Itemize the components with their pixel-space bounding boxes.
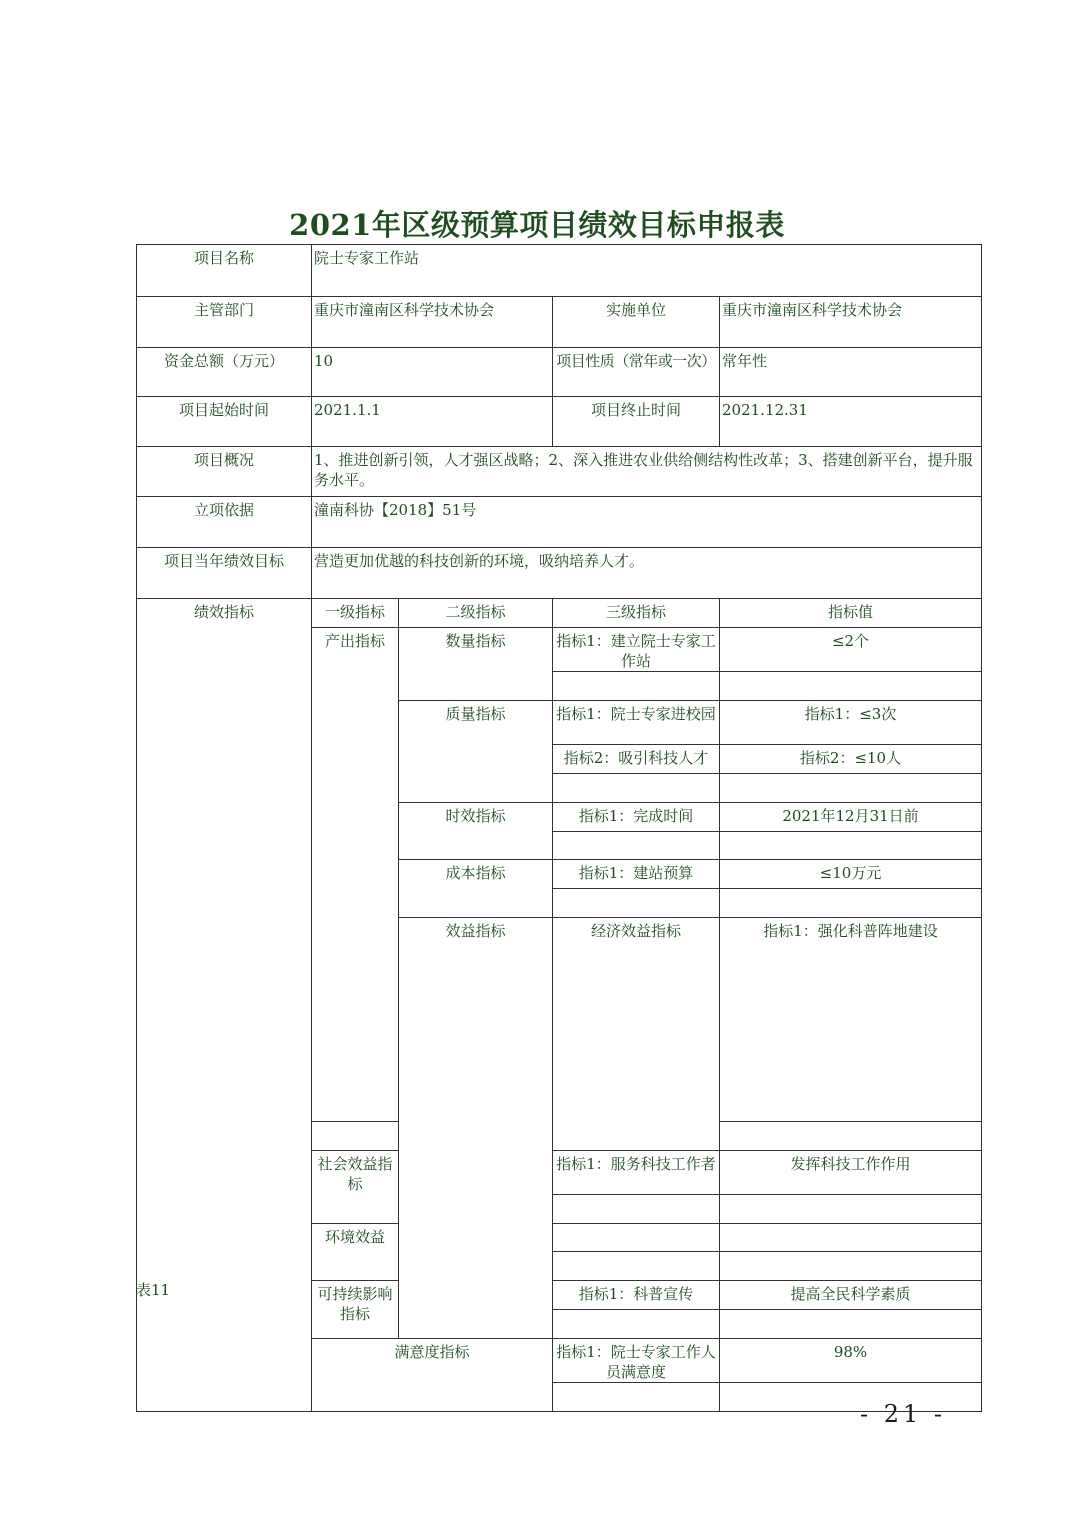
time-indicator-label: 时效指标: [399, 803, 553, 860]
basis-value: 潼南科协【2018】51号: [312, 497, 982, 548]
quality-indicator-label: 质量指标: [399, 701, 553, 803]
nature-value: 常年性: [720, 348, 982, 397]
header-level1: 一级指标: [312, 599, 399, 628]
empty-cell: [553, 1310, 720, 1339]
fund-value: 10: [312, 348, 553, 397]
cost-1-value: ≤10万元: [720, 860, 982, 889]
quality-1-name: 指标1：院士专家进校园: [553, 701, 720, 745]
empty-cell: [720, 1252, 982, 1281]
social-1-name: 指标1：服务科技工作者: [553, 1151, 720, 1195]
output-indicator-label: 产出指标: [312, 628, 399, 1122]
page-title: 2021年区级预算项目绩效目标申报表: [289, 208, 785, 242]
social-1-value: 发挥科技工作作用: [720, 1151, 982, 1195]
overview-label: 项目概况: [137, 447, 312, 497]
goal-label: 项目当年绩效目标: [137, 548, 312, 599]
sustain-1-name: 指标1：科普宣传: [553, 1281, 720, 1310]
quantity-indicator-label: 数量指标: [399, 628, 553, 701]
empty-cell: [720, 889, 982, 918]
row-department: [137, 297, 982, 348]
empty-cell: [553, 672, 720, 701]
cost-1-name: 指标1：建站预算: [553, 860, 720, 889]
row-basis: [137, 497, 982, 548]
empty-cell: [720, 1310, 982, 1339]
empty-cell: [553, 1252, 720, 1281]
satisfaction-1-name: 指标1：院士专家工作人员满意度: [553, 1339, 720, 1383]
empty-cell: [312, 1122, 399, 1151]
quantity-1-name: 指标1：建立院士专家工作站: [553, 628, 720, 672]
sustain-1-value: 提高全民科学素质: [720, 1281, 982, 1310]
overview-value: 1、推进创新引领，人才强区战略；2、深入推进农业供给侧结构性改革；3、搭建创新平台，提升服务水平。: [312, 447, 982, 497]
empty-cell: [720, 832, 982, 860]
table-note: 表11: [136, 1281, 171, 1299]
cost-indicator-label: 成本指标: [399, 860, 553, 918]
satisfaction-1-value: 98%: [720, 1339, 982, 1383]
end-value: 2021.12.31: [720, 397, 982, 447]
header-level2: 二级指标: [399, 599, 553, 628]
start-value: 2021.1.1: [312, 397, 553, 447]
project-name-value: 院士专家工作站: [312, 245, 982, 297]
row-indicator-header: [137, 599, 982, 628]
row-project-name: [137, 245, 982, 297]
quality-2-value: 指标2：≤10人: [720, 745, 982, 774]
empty-cell: [720, 774, 982, 803]
empty-cell: [553, 774, 720, 803]
quantity-1-value: ≤2个: [720, 628, 982, 672]
dept-label: 主管部门: [137, 297, 312, 348]
row-dates: [137, 397, 982, 447]
empty-cell: [553, 1224, 720, 1252]
project-name-label: 项目名称: [137, 245, 312, 297]
quality-1-value: 指标1：≤3次: [720, 701, 982, 745]
nature-label: 项目性质（常年或一次）: [553, 348, 720, 397]
time-1-name: 指标1：完成时间: [553, 803, 720, 832]
start-label: 项目起始时间: [137, 397, 312, 447]
basis-label: 立项依据: [137, 497, 312, 548]
row-goal: [137, 548, 982, 599]
row-overview: [137, 447, 982, 497]
benefit-indicator-label: 效益指标: [399, 918, 553, 1339]
empty-cell: [553, 1383, 720, 1412]
empty-cell: [720, 1122, 982, 1151]
sustain-indicator-label: 可持续影响指标: [312, 1281, 399, 1339]
empty-cell: [720, 1224, 982, 1252]
empty-cell: [553, 889, 720, 918]
empty-cell: [720, 672, 982, 701]
empty-cell: [553, 832, 720, 860]
social-indicator-label: 社会效益指标: [312, 1151, 399, 1224]
impl-label: 实施单位: [553, 297, 720, 348]
end-label: 项目终止时间: [553, 397, 720, 447]
header-level3: 三级指标: [553, 599, 720, 628]
header-value: 指标值: [720, 599, 982, 628]
fund-label: 资金总额（万元）: [137, 348, 312, 397]
econ-1-name: 指标1：强化科普阵地建设: [720, 918, 982, 1122]
performance-table: [136, 244, 982, 1412]
page-number: - 21 -: [860, 1400, 947, 1428]
row-fund: [137, 348, 982, 397]
goal-value: 营造更加优越的科技创新的环境，吸纳培养人才。: [312, 548, 982, 599]
empty-cell: [720, 1195, 982, 1224]
satisfaction-indicator-label: 满意度指标: [312, 1339, 553, 1412]
env-indicator-label: 环境效益: [312, 1224, 399, 1281]
indicators-section-label: 绩效指标: [137, 599, 312, 1412]
empty-cell: [553, 1195, 720, 1224]
dept-value: 重庆市潼南区科学技术协会: [312, 297, 553, 348]
quality-2-name: 指标2：吸引科技人才: [553, 745, 720, 774]
time-1-value: 2021年12月31日前: [720, 803, 982, 832]
impl-value: 重庆市潼南区科学技术协会: [720, 297, 982, 348]
econ-indicator-label: 经济效益指标: [553, 918, 720, 1151]
